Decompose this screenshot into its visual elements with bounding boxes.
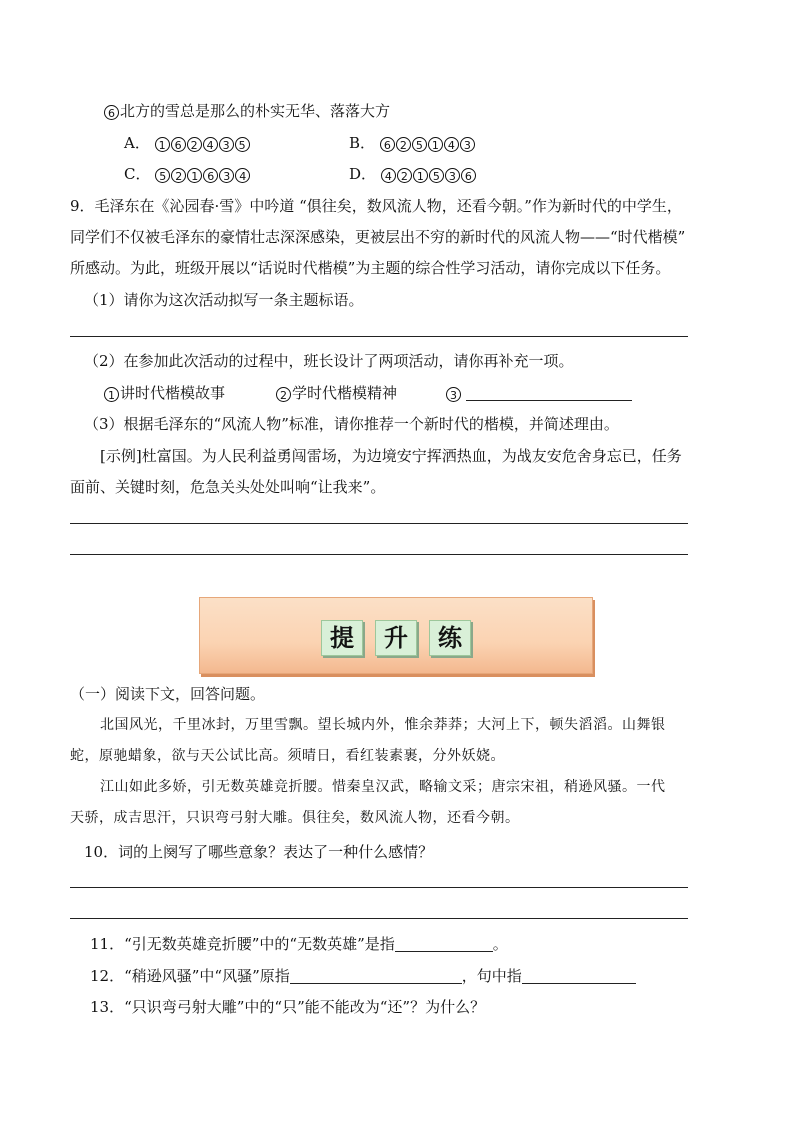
activity-3-blank[interactable] (466, 400, 632, 401)
activity-3 (446, 383, 632, 403)
q12: 12．“稍逊风骚”中“风骚”原指 ，句中指 (90, 966, 636, 986)
circled-number: 6 (380, 137, 395, 152)
option-sequence (155, 165, 251, 183)
circled-number: 1 (187, 168, 202, 183)
q8-item-6: 6 北方的雪总是那么的朴实无华、落落大方 (104, 101, 390, 121)
circled-number: 5 (412, 137, 427, 152)
poem-line: 江山如此多娇，引无数英雄竞折腰。惜秦皇汉武，略输文采；唐宗宋祖，稍逊风骚。一代 (100, 779, 666, 795)
answer-line[interactable] (70, 554, 688, 555)
option-sequence (155, 134, 251, 152)
q12-blank-1[interactable] (290, 983, 462, 984)
circled-number: 4 (203, 137, 218, 152)
circled-number: 2 (397, 168, 412, 183)
example-line2: 面前、关键时刻，危急关头处处叫响“让我来”。 (70, 478, 386, 496)
circled-number: 2 (396, 137, 411, 152)
q13: 13．“只识弯弓射大雕”中的“只”能不能改为“还”？为什么？ (90, 998, 486, 1016)
banner-char: 升 (375, 620, 417, 656)
circled-number: 4 (235, 168, 250, 183)
activity-2: 2 学时代楷模精神 (276, 383, 397, 403)
option-sequence (381, 165, 477, 183)
circled-number: 5 (155, 168, 170, 183)
circled-number: 3 (445, 168, 460, 183)
circled-number: 5 (235, 137, 250, 152)
section-banner (199, 597, 593, 674)
q12-blank-2[interactable] (522, 983, 636, 984)
option-sequence (380, 134, 476, 152)
circled-number: 1 (155, 137, 170, 152)
circled-number: 3 (219, 168, 234, 183)
q9-stem-line2: 同学们不仅被毛泽东的豪情壮志深深感染，更被层出不穷的新时代的风流人物——“时代楷模” (70, 228, 686, 246)
circled-number: 4 (381, 168, 396, 183)
circled-number: 3 (460, 137, 475, 152)
answer-line[interactable] (70, 887, 688, 888)
circled-number: 4 (444, 137, 459, 152)
circled-number: 1 (413, 168, 428, 183)
q9-sub3: （3）根据毛泽东的“风流人物”标准，请你推荐一个新时代的楷模，并简述理由。 (84, 415, 619, 433)
q11-blank[interactable] (395, 951, 493, 952)
activity-1: 1 讲时代楷模故事 (104, 383, 225, 403)
q10: 10．词的上阕写了哪些意象？表达了一种什么感情？ (84, 843, 434, 861)
circled-number: 3 (446, 387, 461, 402)
circled-number: 5 (429, 168, 444, 183)
circled-number: 2 (171, 168, 186, 183)
circled-number: 1 (104, 387, 119, 402)
q9-stem-line3: 所感动。为此，班级开展以“话说时代楷模”为主题的综合性学习活动，请你完成以下任务。 (70, 259, 671, 277)
circled-number: 6 (171, 137, 186, 152)
q9-sub2: （2）在参加此次活动的过程中，班长设计了两项活动，请你再补充一项。 (84, 352, 574, 370)
reading-heading: （一）阅读下文，回答问题。 (70, 685, 266, 703)
answer-line[interactable] (70, 918, 688, 919)
example-line1: [示例]杜富国。为人民利益勇闯雷场，为边境安宁挥洒热血，为战友安危舍身忘已，任务 (100, 447, 682, 465)
banner-char: 提 (321, 620, 363, 656)
circled-number: 3 (219, 137, 234, 152)
option-b: B． 6 2 5 1 4 3 (349, 133, 476, 153)
circled-number: 2 (187, 137, 202, 152)
circled-number: 1 (428, 137, 443, 152)
banner-char: 练 (429, 620, 471, 656)
poem-line: 蛇，原驰蜡象，欲与天公试比高。须晴日，看红装素裹，分外妖娆。 (70, 748, 505, 764)
option-c: C． 5 2 1 6 3 4 (124, 164, 251, 184)
circled-number: 6 (203, 168, 218, 183)
circled-number: 2 (276, 387, 291, 402)
option-d: D． 4 2 1 5 3 6 (349, 164, 477, 184)
poem-line: 北国风光，千里冰封，万里雪飘。望长城内外，惟余莽莽；大河上下，顿失滔滔。山舞银 (100, 717, 666, 733)
q9-stem-line1: 9．毛泽东在《沁园春·雪》中吟道 “俱往矣，数风流人物，还看今朝。”作为新时代的中学生， (70, 197, 682, 215)
q11: 11．“引无数英雄竞折腰”中的“无数英雄”是指 。 (90, 935, 508, 953)
poem-line: 天骄，成吉思汗，只识弯弓射大雕。俱往矣，数风流人物，还看今朝。 (70, 810, 520, 826)
option-a: A． 1 6 2 4 3 5 (124, 133, 251, 153)
q9-sub1: （1）请你为这次活动拟写一条主题标语。 (84, 291, 364, 309)
answer-line[interactable] (70, 523, 688, 524)
circled-number: 6 (461, 168, 476, 183)
circled-number: 6 (104, 105, 119, 120)
answer-line[interactable] (70, 336, 688, 337)
